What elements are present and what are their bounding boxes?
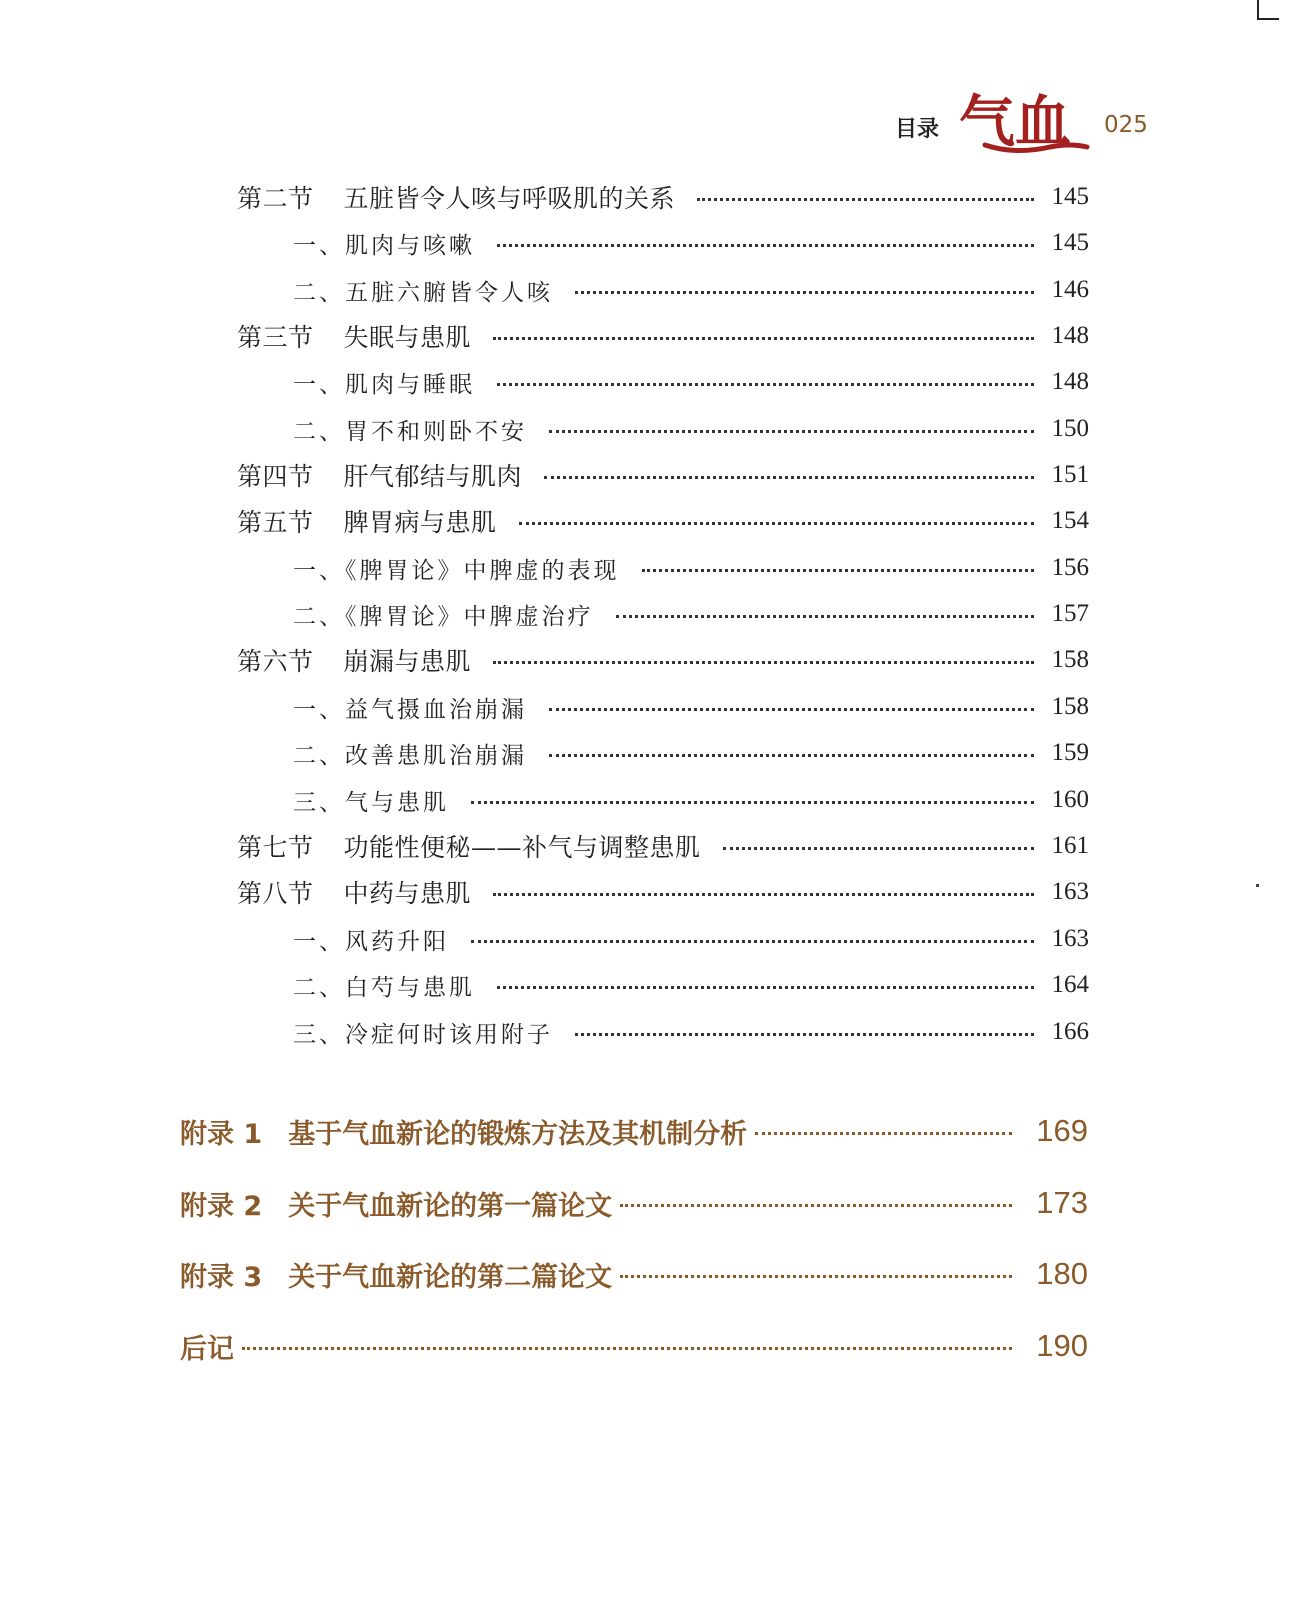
page-number: 156 <box>1051 554 1089 581</box>
toc-item-row[interactable] <box>293 965 1089 1005</box>
dot-leader <box>620 1204 1012 1207</box>
dot-leader <box>575 1033 1034 1036</box>
section-number: 第二节 <box>237 184 314 213</box>
toc-entry-label <box>237 828 701 864</box>
toc-item-row[interactable] <box>293 548 1089 588</box>
toc-item-row[interactable] <box>293 1012 1089 1052</box>
page-number: 161 <box>1051 832 1089 859</box>
item-title: 一、益气摄血治崩漏 <box>293 696 527 723</box>
item-title: 二、胃不和则卧不安 <box>293 418 527 445</box>
toc-section-row[interactable] <box>237 316 1089 356</box>
section-title: 脾胃病与患肌 <box>343 508 497 537</box>
section-number: 第三节 <box>237 323 314 352</box>
toc-entry-label <box>293 227 475 260</box>
toc-item-row[interactable] <box>293 223 1089 263</box>
item-title: 二、改善患肌治崩漏 <box>293 742 527 769</box>
toc-entry-label <box>237 503 497 539</box>
appendix-title: 关于气血新论的第一篇论文 <box>288 1190 613 1222</box>
dot-leader <box>497 244 1034 247</box>
dot-leader <box>544 476 1033 479</box>
header-page-number: 025 <box>1104 112 1148 138</box>
crop-mark <box>1259 18 1279 20</box>
appendix-label <box>180 1112 747 1151</box>
toc-entry-label <box>237 457 522 493</box>
appendix-number: 附录 1 <box>180 1118 263 1150</box>
dot-leader <box>519 522 1034 525</box>
appendix-row[interactable] <box>180 1108 1088 1154</box>
toc-entry-label <box>237 642 471 678</box>
page-number: 158 <box>1051 646 1089 673</box>
dot-leader <box>497 383 1034 386</box>
toc-item-row[interactable] <box>293 270 1089 310</box>
section-title: 肝气郁结与肌肉 <box>343 462 523 491</box>
toc-item-row[interactable] <box>293 594 1089 634</box>
dot-leader <box>471 940 1034 943</box>
page-number: 154 <box>1051 507 1089 534</box>
dot-leader <box>493 661 1033 664</box>
toc-entry-label <box>293 274 553 307</box>
page-number: 145 <box>1051 229 1089 256</box>
section-number: 第五节 <box>237 508 314 537</box>
appendix-row[interactable] <box>180 1251 1088 1297</box>
page-number: 157 <box>1051 600 1089 627</box>
section-title: 崩漏与患肌 <box>343 647 472 676</box>
item-title: 二、五脏六腑皆令人咳 <box>293 279 553 306</box>
dot-leader <box>549 430 1034 433</box>
toc-entry-label <box>293 598 594 631</box>
section-number: 第八节 <box>237 879 314 908</box>
dot-leader <box>549 754 1034 757</box>
page-number: 159 <box>1051 739 1089 766</box>
item-title: 二、《脾胃论》中脾虚治疗 <box>293 603 594 630</box>
toc-entry-label <box>237 874 471 910</box>
page-number: 158 <box>1051 693 1089 720</box>
toc-entry-label <box>237 318 471 354</box>
appendix-number: 附录 3 <box>180 1261 263 1293</box>
appendix-number: 附录 2 <box>180 1190 263 1222</box>
item-title: 三、冷症何时该用附子 <box>293 1021 553 1048</box>
appendix-title: 后记 <box>180 1333 234 1365</box>
toc-section-row[interactable] <box>237 501 1089 541</box>
dot-leader <box>549 708 1034 711</box>
toc-entry-label <box>293 1016 553 1049</box>
toc-entry-label <box>293 737 527 770</box>
item-title: 一、《脾胃论》中脾虚的表现 <box>293 557 620 584</box>
appendix-label <box>180 1255 612 1294</box>
toc-entry-label <box>293 923 449 956</box>
page-number: 173 <box>1036 1185 1088 1220</box>
page-number: 145 <box>1051 183 1089 210</box>
toc-entry-label <box>293 413 527 446</box>
section-title: 五脏皆令人咳与呼吸肌的关系 <box>343 184 676 213</box>
item-title: 一、风药升阳 <box>293 928 449 955</box>
toc-item-row[interactable] <box>293 687 1089 727</box>
section-title: 中药与患肌 <box>343 879 472 908</box>
toc-item-row[interactable] <box>293 362 1089 402</box>
appendix-label <box>180 1327 234 1366</box>
crop-mark <box>1257 0 1259 20</box>
section-title: 失眠与患肌 <box>343 323 472 352</box>
logo-text: 气血 <box>959 89 1071 155</box>
page-number: 166 <box>1051 1018 1089 1045</box>
page-number: 190 <box>1036 1328 1088 1363</box>
page-number: 146 <box>1051 276 1089 303</box>
dot-leader <box>697 198 1033 201</box>
dot-leader <box>493 893 1033 896</box>
toc-entry-label <box>293 552 620 585</box>
page-number: 151 <box>1051 461 1089 488</box>
afterword-row[interactable] <box>180 1323 1088 1369</box>
page-number: 164 <box>1051 971 1089 998</box>
page-number: 148 <box>1051 368 1089 395</box>
dot-leader <box>620 1275 1012 1278</box>
page-number: 148 <box>1051 322 1089 349</box>
toc-section-row[interactable] <box>237 826 1089 866</box>
appendix-title: 关于气血新论的第二篇论文 <box>288 1261 613 1293</box>
dot-leader <box>242 1347 1012 1350</box>
toc-item-row[interactable] <box>293 733 1089 773</box>
toc-entry-label <box>293 366 475 399</box>
dot-leader <box>616 615 1034 618</box>
dot-leader <box>471 801 1034 804</box>
section-title: 功能性便秘——补气与调整患肌 <box>343 833 701 862</box>
item-title: 一、肌肉与咳嗽 <box>293 232 475 259</box>
toc-section-row[interactable] <box>237 177 1089 217</box>
page-number: 150 <box>1051 415 1089 442</box>
dot-leader <box>723 847 1034 850</box>
item-title: 三、气与患肌 <box>293 789 449 816</box>
crop-mark <box>1256 884 1259 887</box>
toc-entry-label <box>293 969 475 1002</box>
section-number: 第四节 <box>237 462 314 491</box>
appendix-label <box>180 1184 612 1223</box>
section-number: 第七节 <box>237 833 314 862</box>
qixue-logo <box>955 85 1095 155</box>
dot-leader <box>642 569 1034 572</box>
toc-entry-label <box>293 691 527 724</box>
page-number: 180 <box>1036 1256 1088 1291</box>
toc-section-row[interactable] <box>237 455 1089 495</box>
toc-entry-label <box>237 179 675 215</box>
item-title: 一、肌肉与睡眠 <box>293 371 475 398</box>
dot-leader <box>497 986 1034 989</box>
section-number: 第六节 <box>237 647 314 676</box>
toc-item-row[interactable] <box>293 919 1089 959</box>
toc-entry-label <box>293 784 449 817</box>
item-title: 二、白芍与患肌 <box>293 974 475 1001</box>
header-label: 目录 <box>895 117 940 142</box>
toc-item-row[interactable] <box>293 780 1089 820</box>
page-number: 163 <box>1051 878 1089 905</box>
appendix-row[interactable] <box>180 1180 1088 1226</box>
page-number: 169 <box>1036 1113 1088 1148</box>
appendix-title: 基于气血新论的锻炼方法及其机制分析 <box>288 1118 748 1150</box>
dot-leader <box>493 337 1033 340</box>
dot-leader <box>755 1132 1012 1135</box>
dot-leader <box>575 291 1034 294</box>
toc-section-row[interactable] <box>237 872 1089 912</box>
page-number: 160 <box>1051 786 1089 813</box>
toc-section-row[interactable] <box>237 640 1089 680</box>
page-number: 163 <box>1051 925 1089 952</box>
toc-item-row[interactable] <box>293 409 1089 449</box>
